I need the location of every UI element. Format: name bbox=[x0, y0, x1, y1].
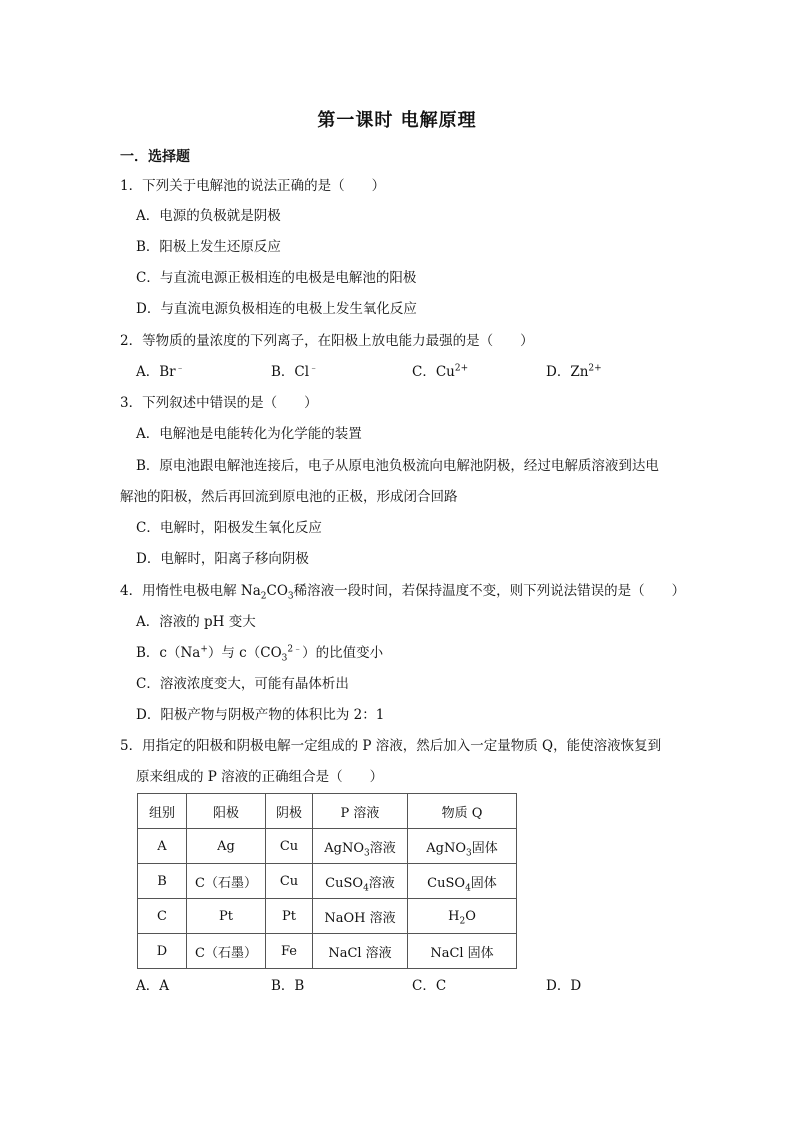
question-4-option-c: C．溶液浓度变大，可能有晶体析出 bbox=[136, 676, 349, 692]
table-row bbox=[138, 829, 517, 864]
table-row bbox=[138, 934, 517, 969]
substance-q-cell bbox=[408, 864, 517, 899]
question-3-option-b-line2: 解池的阳极，然后再回流到原电池的正极，形成闭合回路 bbox=[120, 489, 458, 505]
anode-cell: Pt bbox=[187, 899, 266, 934]
question-3-option-b-line1: B．原电池跟电解池连接后，电子从原电池负极流向电解池阴极，经过电解质溶液到达电 bbox=[136, 458, 659, 474]
option-text: A．Br bbox=[136, 364, 176, 380]
option-text: ）的比值变小 bbox=[302, 645, 384, 661]
cell-text: O bbox=[465, 908, 476, 924]
group-cell: D bbox=[138, 934, 187, 969]
anode-cell: C（石墨） bbox=[187, 934, 266, 969]
question-5-option-a: A．A bbox=[136, 978, 169, 994]
cell-text: NaOH 溶液 bbox=[324, 910, 396, 926]
cell-text: CuSO bbox=[427, 875, 466, 891]
question-1-option-d: D．与直流电源负极相连的电极上发生氧化反应 bbox=[136, 301, 417, 317]
cell-text: NaCl 固体 bbox=[430, 945, 494, 961]
anode-cell: C（石墨） bbox=[187, 864, 266, 899]
cell-text: 固体 bbox=[470, 875, 497, 891]
question-2-option-a bbox=[136, 362, 185, 382]
substance-q-cell bbox=[408, 934, 517, 969]
cell-text: H bbox=[448, 908, 460, 924]
question-1-option-c: C．与直流电源正极相连的电极是电解池的阳极 bbox=[136, 270, 417, 286]
charge-sup: + bbox=[200, 644, 208, 655]
formula-sub: 3 bbox=[287, 591, 294, 602]
question-3-option-c: C．电解时，阳极发生氧化反应 bbox=[136, 520, 322, 536]
group-cell: B bbox=[138, 864, 187, 899]
formula-sub: 2 bbox=[260, 591, 267, 602]
question-5-option-b: B．B bbox=[271, 978, 305, 994]
question-2-option-b bbox=[271, 362, 318, 382]
option-text: B．c（Na bbox=[136, 645, 201, 661]
table-header-cell: 组别 bbox=[138, 794, 187, 829]
cell-text: 固体 bbox=[471, 840, 498, 856]
question-3-option-d: D．电解时，阳离子移向阴极 bbox=[136, 551, 309, 567]
stem-text: 4．用惰性电极电解 Na bbox=[120, 583, 261, 599]
question-5-stem-line1: 5．用指定的阳极和阴极电解一定组成的 P 溶液，然后加入一定量物质 Q，能使溶液恢复到 bbox=[120, 738, 662, 754]
formula-sub: 2 bbox=[459, 916, 466, 927]
p-solution-cell bbox=[313, 829, 408, 864]
formula-sub: 3 bbox=[466, 848, 472, 859]
table-header-cell: 物质 Q bbox=[408, 794, 517, 829]
cell-text: NaCl 溶液 bbox=[328, 945, 392, 961]
cell-text: AgNO bbox=[426, 840, 466, 856]
charge-sup: 2+ bbox=[588, 363, 602, 374]
group-cell: C bbox=[138, 899, 187, 934]
question-2-stem: 2．等物质的量浓度的下列离子，在阳极上放电能力最强的是（ ） bbox=[120, 333, 534, 349]
cell-text: AgNO bbox=[324, 840, 364, 856]
table-header-cell: 阳极 bbox=[187, 794, 266, 829]
formula-sub: 4 bbox=[465, 883, 471, 894]
cell-text: CuSO bbox=[325, 875, 364, 891]
question-2-option-c bbox=[412, 362, 468, 382]
cathode-cell: Fe bbox=[266, 934, 313, 969]
question-4-option-b bbox=[136, 643, 383, 663]
p-solution-cell bbox=[313, 899, 408, 934]
p-solution-cell bbox=[313, 934, 408, 969]
question-4-option-d: D．阳极产物与阴极产物的体积比为 2：1 bbox=[136, 707, 385, 723]
option-text: C．Cu bbox=[412, 364, 455, 380]
question-4-option-a: A．溶液的 pH 变大 bbox=[136, 614, 256, 630]
formula-sub: 3 bbox=[281, 653, 288, 664]
anode-cell: Ag bbox=[187, 829, 266, 864]
cathode-cell: Pt bbox=[266, 899, 313, 934]
question-1-option-b: B．阳极上发生还原反应 bbox=[136, 239, 281, 255]
stem-text: CO bbox=[266, 583, 288, 599]
electrolysis-table bbox=[137, 793, 517, 969]
charge-sup: ﹣ bbox=[175, 363, 185, 374]
stem-text: 稀溶液一段时间，若保持温度不变，则下列说法错误的是（ ） bbox=[293, 583, 686, 599]
cell-text: 溶液 bbox=[368, 875, 395, 891]
p-solution-cell bbox=[313, 864, 408, 899]
table-row bbox=[138, 899, 517, 934]
cell-text: 溶液 bbox=[369, 840, 396, 856]
substance-q-cell bbox=[408, 899, 517, 934]
question-5-option-c: C．C bbox=[412, 978, 447, 994]
charge-sup: 2﹣ bbox=[287, 644, 303, 655]
question-5-option-d: D．D bbox=[546, 978, 582, 994]
group-cell: A bbox=[138, 829, 187, 864]
question-1-option-a: A．电源的负极就是阴极 bbox=[136, 208, 281, 224]
formula-sub: 4 bbox=[363, 883, 369, 894]
option-text: D．Zn bbox=[546, 364, 589, 380]
table-header-row bbox=[138, 794, 517, 829]
formula-sub: 3 bbox=[364, 848, 370, 859]
question-3-stem: 3．下列叙述中错误的是（ ） bbox=[120, 395, 318, 411]
option-text: ）与 c（CO bbox=[207, 645, 282, 661]
section-heading: 一．选择题 bbox=[120, 149, 190, 165]
substance-q-cell bbox=[408, 829, 517, 864]
charge-sup: ﹣ bbox=[309, 363, 319, 374]
question-1-stem: 1．下列关于电解池的说法正确的是（ ） bbox=[120, 178, 386, 194]
table-header-cell: 阴极 bbox=[266, 794, 313, 829]
page-title: 第一课时 电解原理 bbox=[317, 110, 477, 131]
cathode-cell: Cu bbox=[266, 829, 313, 864]
cathode-cell: Cu bbox=[266, 864, 313, 899]
charge-sup: 2+ bbox=[454, 363, 469, 374]
option-text: B．Cl bbox=[271, 364, 310, 380]
question-3-option-a: A．电解池是电能转化为化学能的装置 bbox=[136, 426, 362, 442]
question-5-stem-line2: 原来组成的 P 溶液的正确组合是（ ） bbox=[136, 769, 384, 785]
table-header-cell: P 溶液 bbox=[313, 794, 408, 829]
question-2-option-d bbox=[546, 362, 602, 382]
table-row bbox=[138, 864, 517, 899]
question-4-stem bbox=[120, 581, 685, 601]
